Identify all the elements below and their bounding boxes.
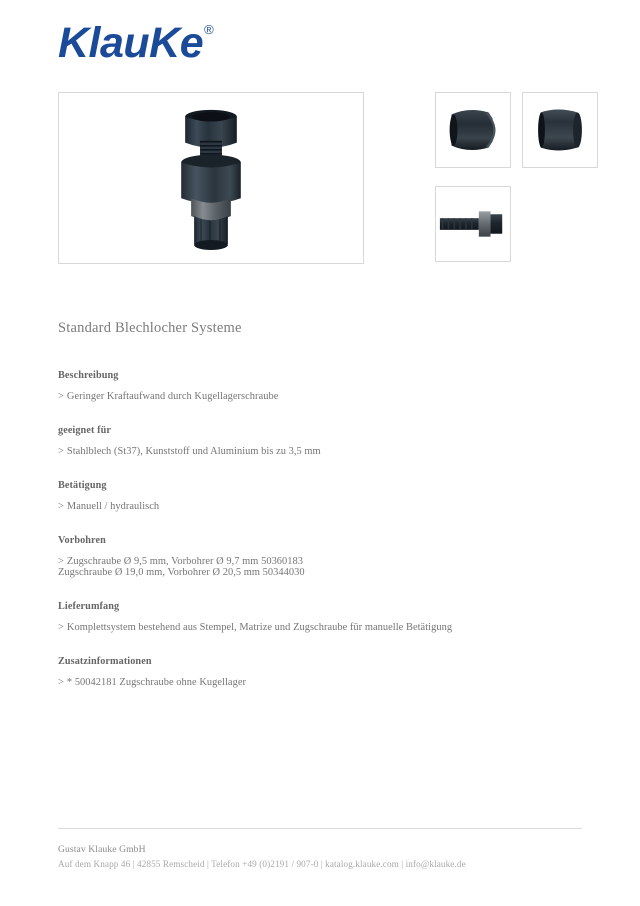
footer-contact-line: Auf dem Knapp 46 | 42855 Remscheid | Telefon +49 (0)2191 / 907-0 | katalog.klauke.com | info@klauke.de bbox=[58, 859, 466, 869]
footer-divider bbox=[58, 828, 582, 829]
spec-line bbox=[58, 392, 578, 403]
spec-line bbox=[58, 568, 578, 579]
spec-line-text: Komplettsystem bestehend aus Stempel, Matrize und Zugschraube für manuelle Betätigung bbox=[66, 621, 453, 633]
bullet-marker: > bbox=[58, 445, 64, 457]
product-thumbnail-1[interactable] bbox=[435, 92, 511, 168]
specifications-list bbox=[58, 370, 578, 710]
bullet-marker: > bbox=[58, 621, 64, 633]
bullet-marker: > bbox=[58, 391, 64, 402]
spec-section-zusatzinformationen bbox=[58, 656, 578, 689]
spec-line-text: * 50042181 Zugschraube ohne Kugellager bbox=[66, 676, 246, 688]
bullet-marker: > bbox=[58, 555, 64, 567]
spec-line bbox=[58, 502, 578, 513]
spec-section-vorbohren bbox=[58, 535, 578, 579]
spec-line-text: Manuell / hydraulisch bbox=[66, 500, 160, 512]
product-main-image[interactable] bbox=[58, 92, 364, 264]
page-header bbox=[58, 19, 214, 76]
spec-heading: Beschreibung bbox=[58, 370, 119, 381]
spec-line bbox=[58, 678, 578, 689]
registered-trademark-icon: ® bbox=[204, 21, 214, 37]
spec-line bbox=[58, 447, 578, 458]
product-thumbnail-2[interactable] bbox=[522, 92, 598, 168]
spec-section-beschreibung bbox=[58, 370, 578, 403]
bullet-marker: > bbox=[58, 500, 64, 512]
spec-heading: Zusatzinformationen bbox=[58, 655, 152, 667]
product-thumbnail-3[interactable] bbox=[435, 186, 511, 262]
spec-line-text: Zugschraube Ø 9,5 mm, Vorbohrer Ø 9,7 mm 50360183 bbox=[66, 555, 304, 567]
spec-line-text: Stahlblech (St37), Kunststoff und Aluminium bis zu 3,5 mm bbox=[66, 445, 321, 457]
spec-section-geeignet-fuer bbox=[58, 425, 578, 458]
logo-wordmark: KlauKe bbox=[58, 19, 204, 67]
spec-section-betaetigung bbox=[58, 480, 578, 513]
page-title: Standard Blechlocher Systeme bbox=[58, 320, 242, 336]
spec-section-lieferumfang bbox=[58, 601, 578, 634]
spec-heading: Betätigung bbox=[58, 479, 107, 491]
spec-line bbox=[58, 623, 578, 634]
klauke-logo bbox=[58, 19, 214, 67]
bullet-marker: > bbox=[58, 676, 64, 688]
footer-company-name: Gustav Klauke GmbH bbox=[58, 844, 146, 855]
spec-heading: geeignet für bbox=[58, 424, 111, 436]
punch-thumbnail-illustration bbox=[436, 93, 510, 167]
punch-assembly-illustration bbox=[59, 93, 363, 264]
spec-heading: Lieferumfang bbox=[58, 600, 120, 612]
page-footer bbox=[58, 844, 582, 869]
die-thumbnail-illustration bbox=[523, 93, 597, 167]
spec-line-text: Geringer Kraftaufwand durch Kugellagerschraube bbox=[66, 391, 279, 402]
spec-line-text: Zugschraube Ø 19,0 mm, Vorbohrer Ø 20,5 mm 50344030 bbox=[58, 566, 305, 578]
product-image-gallery bbox=[58, 92, 582, 264]
spec-heading: Vorbohren bbox=[58, 534, 106, 546]
draw-screw-thumbnail-illustration bbox=[436, 187, 510, 261]
